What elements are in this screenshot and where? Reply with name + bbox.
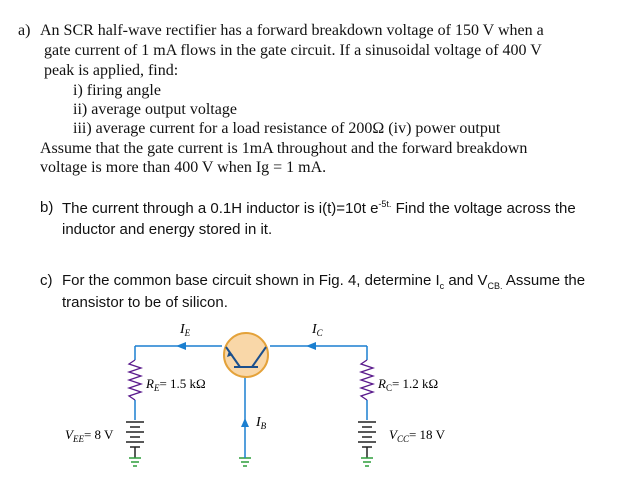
- question-a-assumption-1: Assume that the gate current is 1mA throughout and the forward breakdown: [40, 140, 528, 157]
- question-a-item-1: i) firing angle: [73, 82, 161, 99]
- question-c-text-3: Assume the: [502, 272, 586, 289]
- vee-label: $V_{EE}= 8$ V: [65, 427, 114, 444]
- vcc-label: $V_{CC}= 18$ V: [389, 427, 445, 444]
- ic-label: $I_C$: [312, 322, 323, 338]
- question-c-text-1: For the common base circuit shown in Fig. 4, determine I: [62, 272, 440, 289]
- ib-arrow: [241, 418, 249, 427]
- question-b-marker: b): [40, 199, 54, 216]
- question-c-text-2: and V: [444, 272, 488, 289]
- question-a-item-2: ii) average output voltage: [73, 101, 237, 118]
- rc-label: $R_C= 1.2$ kΩ: [378, 376, 439, 393]
- question-a-marker: a): [18, 22, 31, 39]
- question-b-line-2: inductor and energy stored in it.: [62, 221, 273, 238]
- question-b-text: The current through a 0.1H inductor is i(t)=10t e: [62, 200, 379, 217]
- collector-resistor: [361, 360, 373, 400]
- question-b-exponent: -5t.: [378, 199, 392, 209]
- question-b-rest: Find the voltage across the: [391, 200, 576, 217]
- ie-label: $I_E$: [180, 322, 191, 338]
- question-a-line-1: An SCR half-wave rectifier has a forward breakdown voltage of 150 V when a: [40, 22, 544, 39]
- emitter-resistor: [129, 360, 141, 400]
- question-a-line-2: gate current of 1 mA flows in the gate circuit. If a sinusoidal voltage of 400 V: [44, 42, 542, 59]
- question-c-marker: c): [40, 272, 53, 289]
- re-label: $R_E= 1.5$ kΩ: [146, 376, 206, 393]
- ib-label: $I_B$: [256, 415, 267, 431]
- question-a-assumption-2: voltage is more than 400 V when Ig = 1 mA.: [40, 159, 327, 176]
- vcb-subscript: CB.: [487, 281, 503, 291]
- ie-arrow: [176, 342, 186, 350]
- ic-arrow: [306, 342, 316, 350]
- question-a-item-3: iii) average current for a load resistance of 200Ω (iv) power output: [73, 120, 501, 137]
- question-c-line-2: transistor to be of silicon.: [62, 294, 228, 311]
- question-a-line-3: peak is applied, find:: [44, 62, 179, 79]
- ic-subscript: c: [439, 281, 445, 291]
